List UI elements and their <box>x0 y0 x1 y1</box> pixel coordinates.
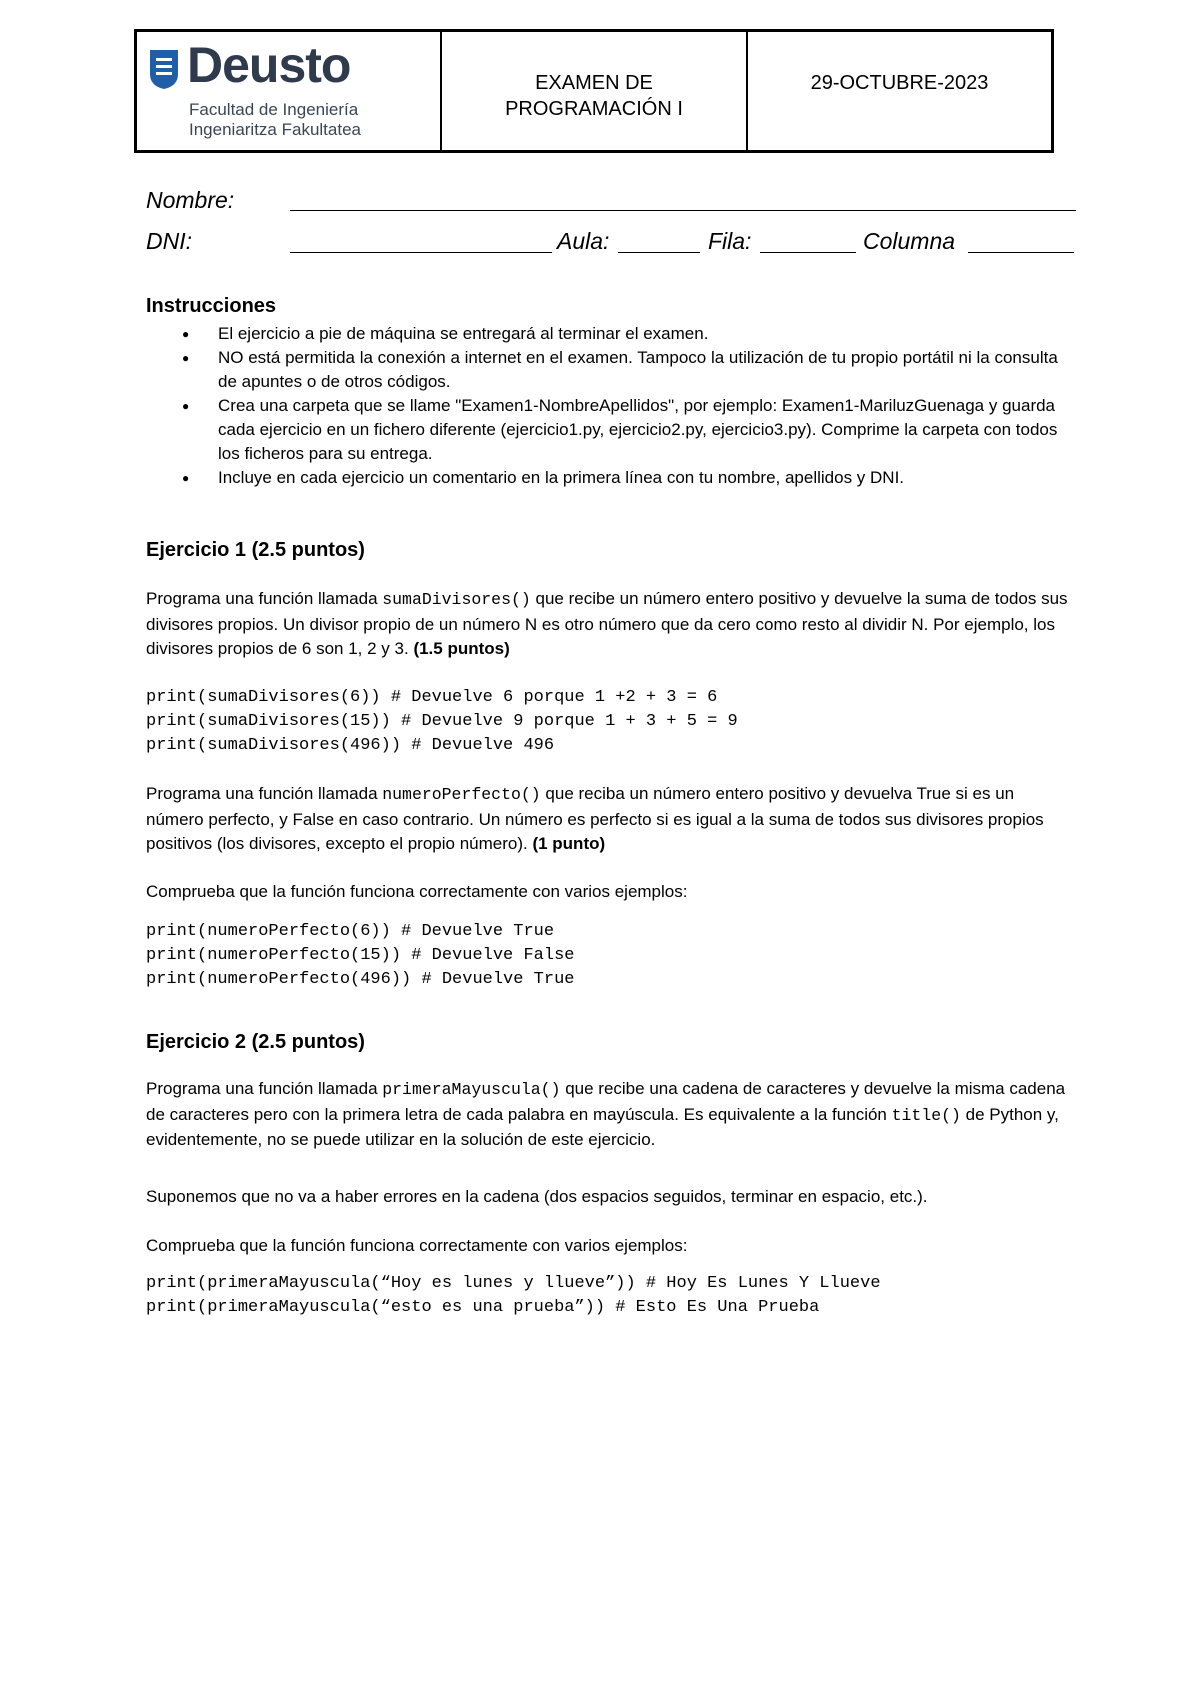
exam-title-line1: EXAMEN DE <box>535 72 653 94</box>
text: que recibe un número entero positivo y devuelve la suma de todos sus divisores propios. Un divisor propio de un número N es otro número que da cero como resto al dividir N. Por ejemplo, los divisores propios de 6 son 1, 2 y 3. <box>146 589 1068 658</box>
nombre-label: Nombre: <box>146 187 235 213</box>
aula-label: Aula: <box>557 228 610 254</box>
fila-field[interactable] <box>760 252 856 253</box>
code-line: print(numeroPerfecto(496)) # Devuelve True <box>146 970 575 989</box>
exam-title <box>505 70 683 122</box>
inline-code: sumaDivisores() <box>382 590 531 609</box>
exercise-1-title: Ejercicio 1 (2.5 puntos) <box>146 539 365 561</box>
code-line: print(numeroPerfecto(6)) # Devuelve True <box>146 922 555 941</box>
logo-brand: Deusto <box>187 37 351 93</box>
instruction-item: ● Incluye en cada ejercicio un comentario en la primera línea con tu nombre, apellidos y DNI. <box>218 466 1076 490</box>
exam-title-line2: PROGRAMACIÓN I <box>505 98 683 120</box>
code-line: print(primeraMayuscula(“esto es una prueba”)) # Esto Es Una Prueba <box>146 1298 820 1317</box>
exam-title-cell <box>442 32 748 150</box>
instructions-title: Instrucciones <box>146 295 277 317</box>
columna-field[interactable] <box>968 252 1074 253</box>
instructions-section <box>146 292 1076 490</box>
exam-header <box>134 29 1054 153</box>
text: de Python y, evidentemente, no se puede utilizar en la solución de este ejercicio. <box>146 1104 1059 1149</box>
exercise-2-paragraph-2: Suponemos que no va a haber errores en la cadena (dos espacios seguidos, terminar en espacio, etc.). <box>146 1187 928 1206</box>
fila-label: Fila: <box>708 228 752 254</box>
logo-subtitle-1: Facultad de Ingeniería <box>189 100 359 119</box>
code-line: print(sumaDivisores(15)) # Devuelve 9 porque 1 + 3 + 5 = 9 <box>146 712 738 731</box>
dni-field[interactable] <box>290 252 552 253</box>
text: que recibe una cadena de caracteres y devuelve la misma cadena de caracteres pero con la primera letra de cada palabra en mayúscula. Es equivalente a la función <box>146 1079 1066 1124</box>
aula-field[interactable] <box>618 252 700 253</box>
inline-code: numeroPerfecto() <box>382 785 541 804</box>
text: Programa una función llamada <box>146 589 383 608</box>
code-line: print(sumaDivisores(496)) # Devuelve 496 <box>146 736 555 755</box>
points: (1.5 puntos) <box>413 639 510 658</box>
instructions-list <box>146 322 1076 490</box>
inline-code: title() <box>891 1105 961 1125</box>
inline-code: primeraMayuscula() <box>382 1080 561 1099</box>
logo-cell <box>137 32 442 150</box>
exercise-2-code <box>146 1272 881 1320</box>
text: Programa una función llamada <box>146 1079 383 1098</box>
exercise-2-title: Ejercicio 2 (2.5 puntos) <box>146 1031 365 1053</box>
instruction-item: ● NO está permitida la conexión a internet en el examen. Tampoco la utilización de tu propio portátil ni la consulta de apuntes o de otros códigos. <box>218 346 1076 394</box>
code-line: print(sumaDivisores(6)) # Devuelve 6 porque 1 +2 + 3 = 6 <box>146 688 718 707</box>
exercise-1-paragraph-3: Comprueba que la función funciona correctamente con varios ejemplos: <box>146 882 688 901</box>
exercise-1-paragraph-1 <box>146 587 1076 662</box>
exam-date-cell <box>748 32 1051 150</box>
exercise-1-code-2 <box>146 920 574 992</box>
instruction-item: ● El ejercicio a pie de máquina se entregará al terminar el examen. <box>218 322 1076 346</box>
code-line: print(primeraMayuscula(“Hoy es lunes y llueve”)) # Hoy Es Lunes Y Llueve <box>146 1274 881 1293</box>
dni-label: DNI: <box>146 228 192 254</box>
exercise-1-paragraph-2 <box>146 782 1076 857</box>
exercise-1-code-1 <box>146 686 738 758</box>
exercise-2-paragraph-3: Comprueba que la función funciona correctamente con varios ejemplos: <box>146 1236 688 1255</box>
points: (1 punto) <box>532 834 606 853</box>
shield-icon <box>149 48 179 90</box>
text: que reciba un número entero positivo y devuelva True si es un número perfecto, y False en caso contrario. Un número es perfecto si es igual a la suma de todos sus divisores propios positivos (los divisores, excepto el propio número). <box>146 784 1044 853</box>
instruction-item: ● Crea una carpeta que se llame "Examen1-NombreApellidos", por ejemplo: Examen1-MariluzGuenaga y guarda cada ejercicio en un fichero diferente (ejercicio1.py, ejercicio2.py, ejercicio3.py). Comprime la carpeta con todos los ficheros para su entrega. <box>218 394 1076 466</box>
text: Programa una función llamada <box>146 784 383 803</box>
logo-subtitle-2: Ingeniaritza Fakultatea <box>189 120 361 139</box>
columna-label: Columna <box>863 228 956 254</box>
university-logo <box>149 37 439 146</box>
nombre-field[interactable] <box>290 210 1076 211</box>
exercise-2-paragraph-1 <box>146 1077 1076 1153</box>
exam-date: 29-OCTUBRE-2023 <box>810 72 989 94</box>
code-line: print(numeroPerfecto(15)) # Devuelve False <box>146 946 575 965</box>
